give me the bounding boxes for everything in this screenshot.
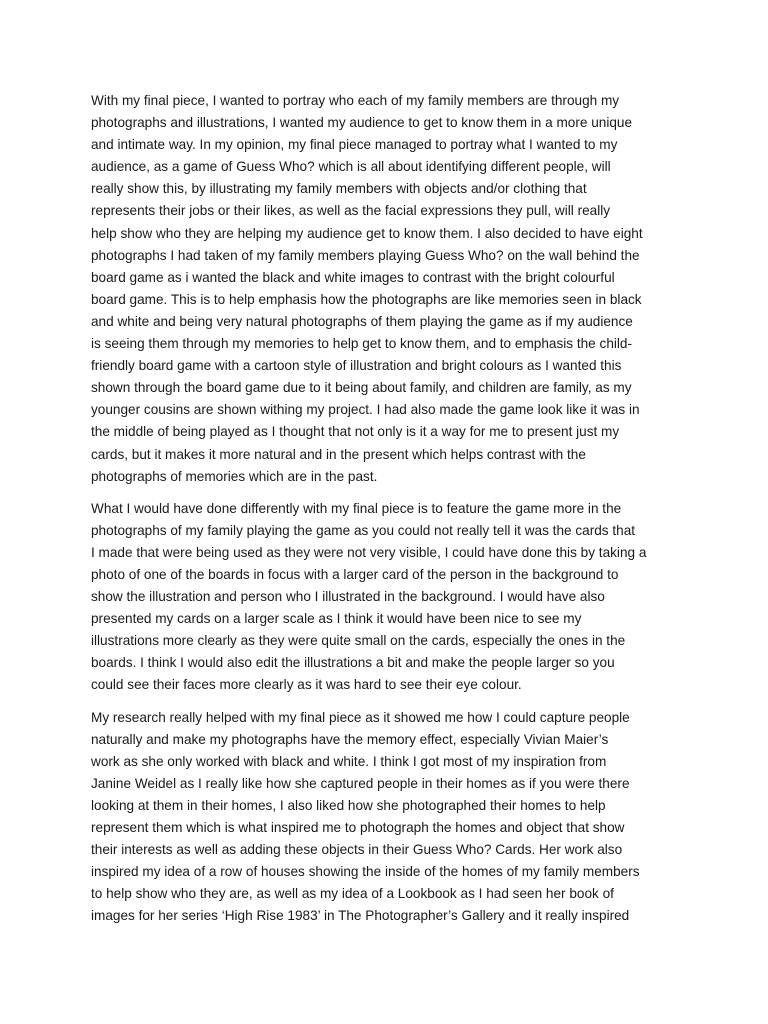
text-line: photographs I had taken of my family members playing Guess Who? on the wall behind the (91, 247, 640, 263)
text-line: represent them which is what inspired me to photograph the homes and object that show (91, 820, 625, 835)
text-line: really show this, by illustrating my family members with objects and/or clothing that (91, 181, 587, 197)
text-line: looking at them in their homes, I also liked how she photographed their homes to help (91, 797, 606, 813)
text-line: My research really helped with my final piece as it showed me how I could capture people (91, 709, 630, 725)
text-line: photo of one of the boards in focus with a larger card of the person in the background to (91, 566, 619, 582)
text-line: photographs of memories which are in the past. (91, 468, 378, 484)
text-line: presented my cards on a larger scale as I think it would have been nice to see my (91, 611, 582, 627)
text-line: board game as i wanted the black and white images to contrast with the bright colourful (91, 269, 615, 285)
paragraph-final-piece (91, 90, 679, 488)
text-line: cards, but it makes it more natural and in the present which helps contrast with the (91, 446, 586, 462)
text-line: the middle of being played as I thought that not only is it a way for me to present just my (91, 424, 620, 440)
text-line: represents their jobs or their likes, as well as the facial expressions they pull, will really (91, 203, 611, 219)
text-line: could see their faces more clearly as it was hard to see their eye colour. (91, 677, 522, 693)
text-line: naturally and make my photographs have the memory effect, especially Vivian Maier’s (91, 731, 609, 747)
text-line: Janine Weidel as I really like how she captured people in their homes as if you were there (91, 775, 630, 791)
text-line: shown through the board game due to it being about family, and children are family, as my (91, 380, 632, 396)
text-line: audience, as a game of Guess Who? which is all about identifying different people, will (91, 159, 611, 175)
text-line: board game. This is to help emphasis how the photographs are like memories seen in black (91, 291, 642, 307)
text-line: their interests as well as adding these objects in their Guess Who? Cards. Her work also (91, 842, 623, 858)
text-line: boards. I think I would also edit the illustrations a bit and make the people larger so you (91, 655, 615, 671)
text-line: illustrations more clearly as they were quite small on the cards, especially the ones in the (91, 633, 626, 649)
document-body (91, 90, 679, 937)
text-line: photographs of my family playing the game as you could not really tell it was the cards that (91, 522, 636, 538)
text-line: younger cousins are shown withing my project. I had also made the game look like it was in (91, 402, 640, 418)
text-line: images for her series ‘High Rise 1983’ in The Photographer’s Gallery and it really inspired (91, 908, 630, 924)
text-line: and intimate way. In my opinion, my final piece managed to portray what I wanted to my (91, 137, 618, 153)
text-line: inspired my idea of a row of houses showing the inside of the homes of my family members (91, 864, 640, 880)
text-line: show the illustration and person who I illustrated in the background. I would have also (91, 589, 605, 605)
text-line: to help show who they are, as well as my idea of a Lookbook as I had seen her book of (91, 886, 614, 902)
text-line: work as she only worked with black and white. I think I got most of my inspiration from (91, 753, 607, 769)
text-line: friendly board game with a cartoon style of illustration and bright colours as I wanted this (91, 358, 622, 374)
paragraph-research (91, 707, 679, 928)
text-line: With my final piece, I wanted to portray who each of my family members are through my (91, 93, 620, 108)
paragraph-differently (91, 498, 679, 697)
text-line: help show who they are helping my audience get to know them. I also decided to have eight (91, 225, 643, 241)
text-line: I made that were being used as they were not very visible, I could have done this by taking a (91, 544, 647, 560)
text-line: photographs and illustrations, I wanted my audience to get to know them in a more unique (91, 115, 633, 131)
text-line: is seeing them through my memories to help get to know them, and to emphasis the child- (91, 336, 633, 352)
text-line: and white and being very natural photographs of them playing the game as if my audience (91, 313, 633, 329)
text-line: What I would have done differently with my final piece is to feature the game more in the (91, 500, 622, 516)
